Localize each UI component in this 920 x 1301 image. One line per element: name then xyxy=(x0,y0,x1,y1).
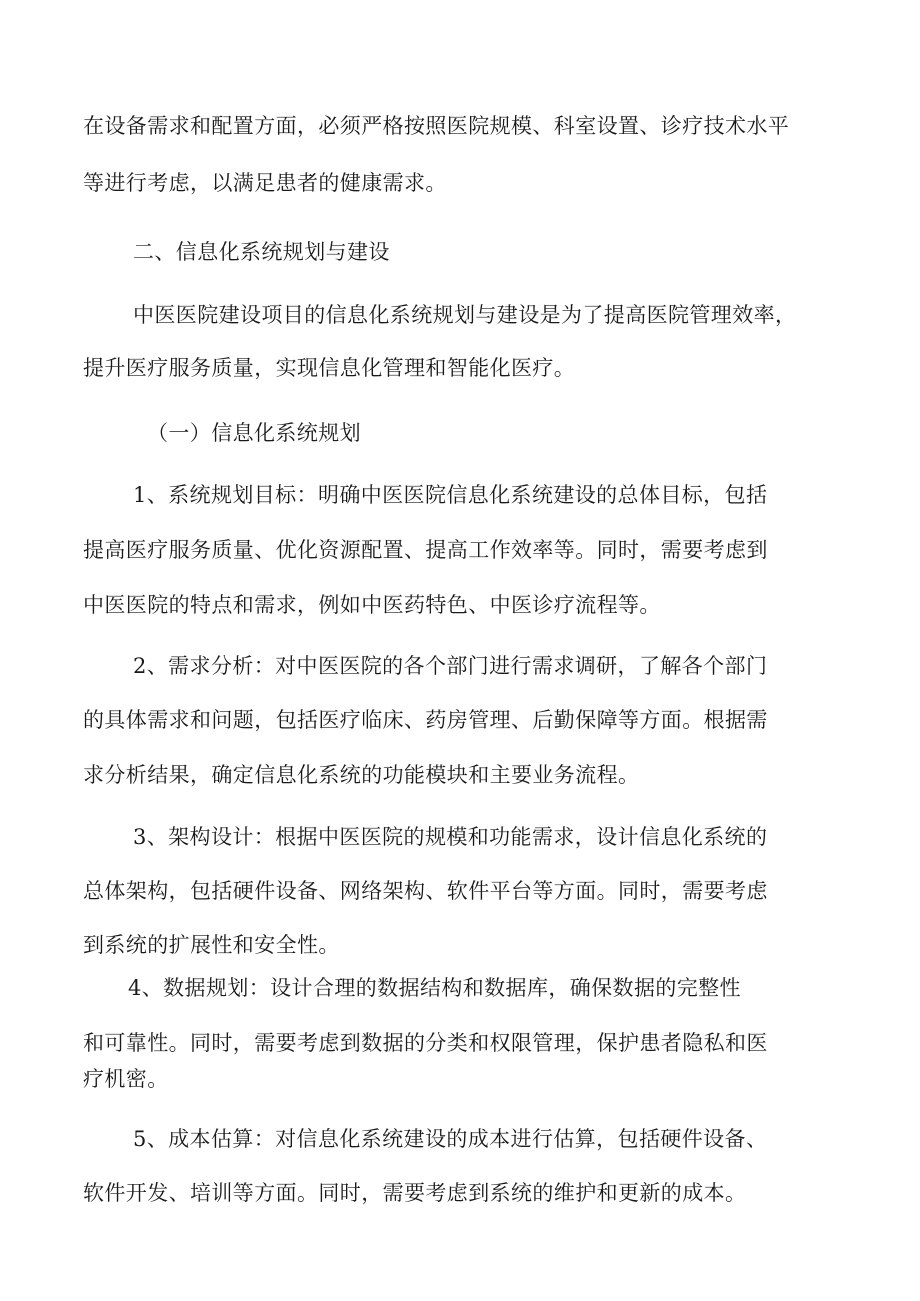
text-line: 3、架构设计：根据中医医院的规模和功能需求，设计信息化系统的 xyxy=(133,825,768,849)
text-line: 5、成本估算：对信息化系统建设的成本进行估算，包括硬件设备、 xyxy=(133,1127,768,1151)
text-line: 和可靠性。同时，需要考虑到数据的分类和权限管理，保护患者隐私和医 xyxy=(83,1031,768,1055)
text-line: 疗机密。 xyxy=(83,1067,169,1091)
section-heading: 二、信息化系统规划与建设 xyxy=(133,240,390,264)
text-line: 的具体需求和问题，包括医疗临床、药房管理、后勤保障等方面。根据需 xyxy=(83,708,768,732)
text-line: 2、需求分析：对中医医院的各个部门进行需求调研，了解各个部门 xyxy=(133,654,768,678)
text-line: 1、系统规划目标：明确中医医院信息化系统建设的总体目标，包括 xyxy=(133,483,768,507)
text-line: 总体架构，包括硬件设备、网络架构、软件平台等方面。同时，需要考虑 xyxy=(83,879,768,903)
text-line: 提升医疗服务质量，实现信息化管理和智能化医疗。 xyxy=(83,356,576,380)
text-line: 4、数据规划：设计合理的数据结构和数据库，确保数据的完整性 xyxy=(128,976,741,1000)
text-line: 提高医疗服务质量、优化资源配置、提高工作效率等。同时，需要考虑到 xyxy=(83,538,768,562)
text-line: 在设备需求和配置方面，必须严格按照医院规模、科室设置、诊疗技术水平 xyxy=(83,114,790,138)
text-line: 中医医院建设项目的信息化系统规划与建设是为了提高医院管理效率， xyxy=(133,303,797,327)
text-line: 软件开发、培训等方面。同时，需要考虑到系统的维护和更新的成本。 xyxy=(83,1181,747,1205)
text-line: 等进行考虑，以满足患者的健康需求。 xyxy=(83,171,447,195)
text-line: 求分析结果，确定信息化系统的功能模块和主要业务流程。 xyxy=(83,763,640,787)
text-line: 中医医院的特点和需求，例如中医药特色、中医诊疗流程等。 xyxy=(83,593,661,617)
text-line: 到系统的扩展性和安全性。 xyxy=(83,933,340,957)
subsection-heading: （一）信息化系统规划 xyxy=(147,421,361,445)
